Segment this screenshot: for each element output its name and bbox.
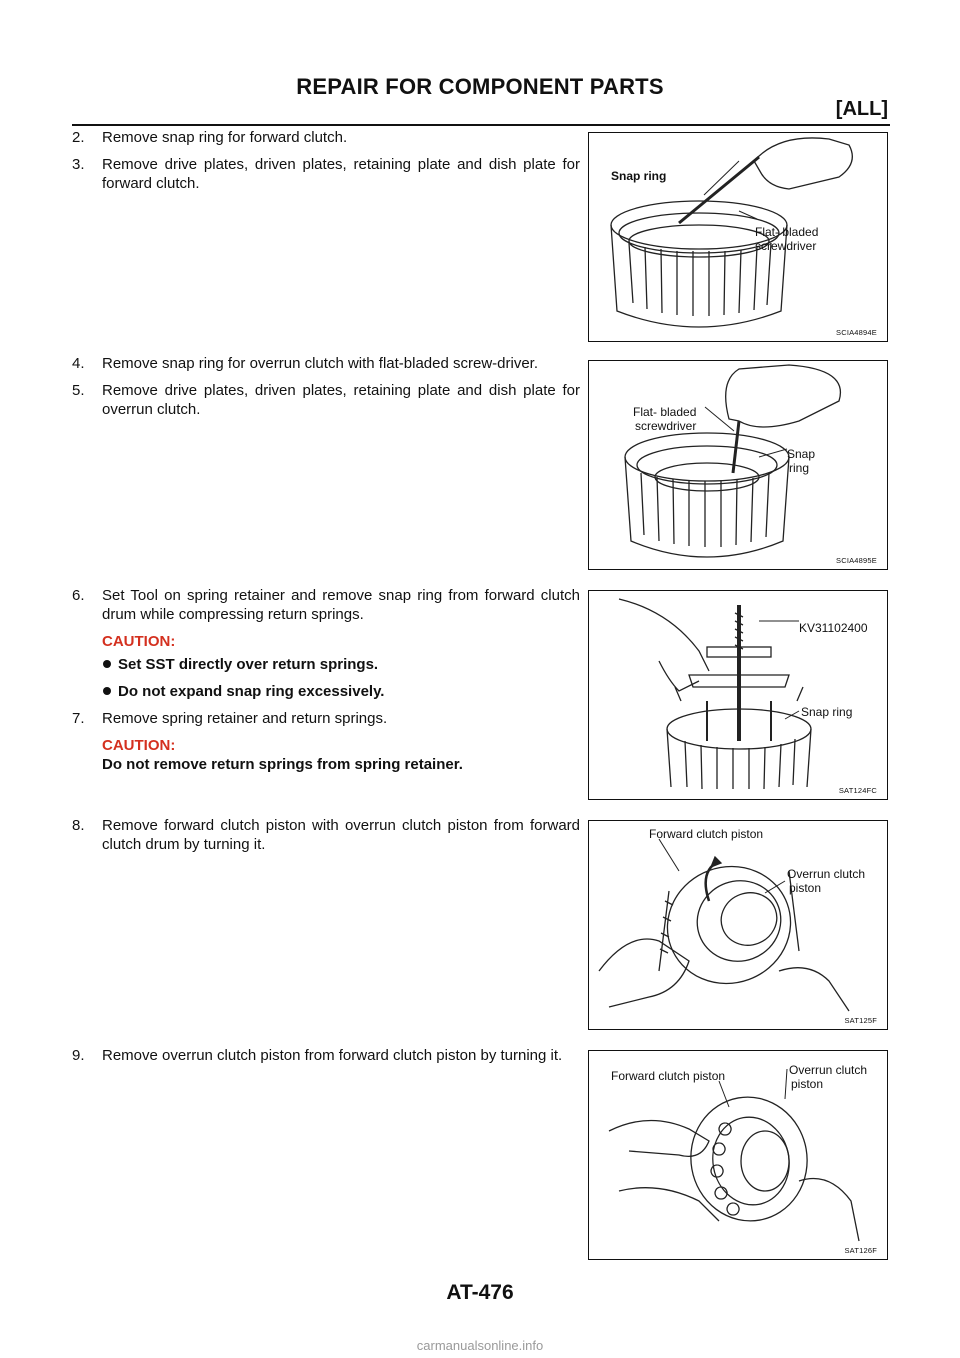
bullet-icon xyxy=(103,687,111,695)
figure-label: Overrun clutch xyxy=(789,1063,868,1077)
figure-label: Forward clutch piston xyxy=(611,1069,726,1083)
figure-label: Flat- bladed xyxy=(633,405,697,419)
figure-spring-compressor xyxy=(588,590,888,800)
header-divider xyxy=(72,124,890,126)
step-item: 8. Remove forward clutch piston with overrun clutch piston from forward clutch drum by turning it. xyxy=(72,817,580,853)
figure-illustration xyxy=(589,361,887,569)
figure-illustration xyxy=(589,133,887,341)
step-block-2 xyxy=(72,354,580,427)
step-text: Remove drive plates, driven plates, retaining plate and dish plate for forward clutch. xyxy=(102,156,580,192)
figure-label: Overrun clutch xyxy=(787,867,866,881)
figure-label: Snap ring xyxy=(611,169,667,183)
figure-forward-piston-removal xyxy=(588,820,888,1030)
step-text: Remove spring retainer and return springs. xyxy=(102,710,388,727)
figure-id: SAT125F xyxy=(844,1016,877,1025)
step-text: Remove snap ring for overrun clutch with flat-bladed screw-driver. xyxy=(102,355,539,372)
figure-label: piston xyxy=(791,1077,824,1091)
figure-label: Flat- bladed xyxy=(755,225,819,239)
figure-label: piston xyxy=(789,881,822,895)
page-subtitle: [ALL] xyxy=(835,98,888,120)
step-text: Remove drive plates, driven plates, retaining plate and dish plate for overrun clutch. xyxy=(102,382,580,418)
step-text: Set Tool on spring retainer and remove snap ring from forward clutch drum while compressing return springs. xyxy=(102,587,580,623)
step-item: 4. Remove snap ring for overrun clutch with flat-bladed screw-driver. xyxy=(72,355,539,372)
figure-id: SCIA4895E xyxy=(836,556,877,565)
figure-label: ring xyxy=(789,461,810,475)
figure-illustration xyxy=(589,821,887,1029)
step-item: 2. Remove snap ring for forward clutch. xyxy=(72,129,348,146)
step-block-3 xyxy=(72,586,580,780)
figure-overrun-piston-removal xyxy=(588,1050,888,1260)
watermark-text: carmanualsonline.info xyxy=(416,1338,544,1353)
step-text: Remove snap ring for forward clutch. xyxy=(102,129,348,146)
step-text: Remove forward clutch piston with overrun clutch piston from forward clutch drum by turning it. xyxy=(102,817,580,853)
page-title: REPAIR FOR COMPONENT PARTS xyxy=(296,74,664,99)
figure-id: SAT124FC xyxy=(838,786,877,795)
step-block-4 xyxy=(72,816,580,862)
step-item: 9. Remove overrun clutch piston from forward clutch piston by turning it. xyxy=(72,1047,563,1064)
step-block-5 xyxy=(72,1046,580,1073)
figure-label: Snap xyxy=(787,447,816,461)
caution-text: Do not remove return springs from spring retainer. xyxy=(102,756,463,773)
caution-bullet: Set SST directly over return springs. xyxy=(72,655,580,674)
figure-label: screwdriver xyxy=(635,419,697,433)
step-item: 3. Remove drive plates, driven plates, retaining plate and dish plate for forward clutch. xyxy=(72,156,580,192)
figure-label: KV31102400 xyxy=(799,621,868,635)
caution-heading: CAUTION: xyxy=(102,633,176,650)
figure-snap-ring-forward xyxy=(588,132,888,342)
figure-label: Snap ring xyxy=(801,705,853,719)
caution-bullet: Do not expand snap ring excessively. xyxy=(72,682,580,701)
step-block-1 xyxy=(72,128,580,201)
step-item: 7. Remove spring retainer and return springs. xyxy=(72,710,388,727)
figure-label: Forward clutch piston xyxy=(649,827,764,841)
figure-id: SCIA4894E xyxy=(836,328,877,337)
figure-label: screwdriver xyxy=(755,239,817,253)
caution-heading: CAUTION: xyxy=(102,737,176,754)
step-item: 6. Set Tool on spring retainer and remove snap ring from forward clutch drum while compressing return springs. xyxy=(72,587,580,623)
step-text: Remove overrun clutch piston from forward clutch piston by turning it. xyxy=(102,1047,563,1064)
figure-snap-ring-overrun xyxy=(588,360,888,570)
bullet-icon xyxy=(103,660,111,668)
figure-id: SAT126F xyxy=(844,1246,877,1255)
step-item: 5. Remove drive plates, driven plates, retaining plate and dish plate for overrun clutch. xyxy=(72,382,580,418)
page-number: AT-476 xyxy=(446,1281,514,1304)
